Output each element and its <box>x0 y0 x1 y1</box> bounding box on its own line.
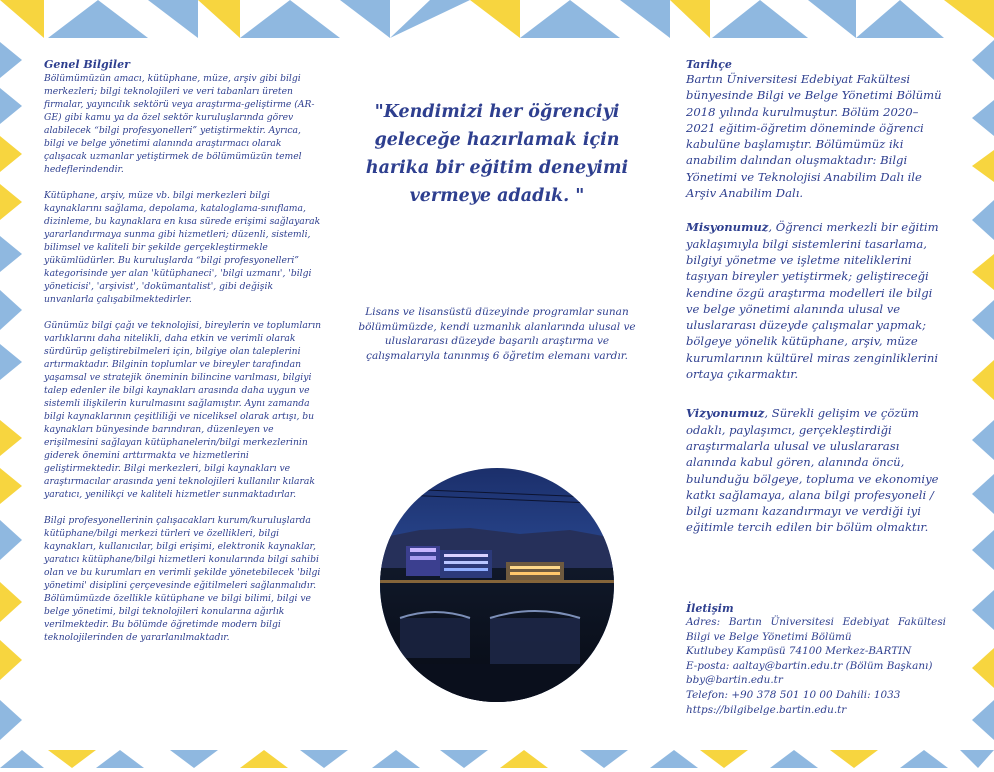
general-info-paragraph-1: Bölümümüzün amacı, kütüphane, müze, arşiv gibi bilgi merkezleri; bilgi teknolojileri ve veri tabanları üreten firmalar, yayıncılık sektörü veya araştırma-geliştirme (AR-GE) gibi kamu ya da özel sektör kuruluşlarında görev alabilecek “bilgi profesyonelleri” yetiştirmektir. Ayrıca, bilgi ve belge yönetimi alanında araştırmacı olarak çalışacak uzmanlar yetiştirmek de bölümümüzün temel hedeflerindendir. <box>44 73 315 175</box>
mission-statement <box>686 219 944 382</box>
contact-email-dept[interactable]: bby@bartin.edu.tr <box>686 674 783 687</box>
history-text: Bartın Üniversitesi Edebiyat Fakültesi bünyesinde Bilgi ve Belge Yönetimi Bölümü 2018 yılında kurulmuştur. Bölüm 2020–2021 eğitim-öğretim döneminde öğrenci kabulüne başlamıştır. Bölümümüz iki anabilim dalından oluşmaktadır: Bilgi Yönetimi ve Teknolojisi Anabilim Dalı ile Arşiv Anabilim Dalı. <box>686 72 942 201</box>
contact-email-head[interactable]: E-posta: aaltay@bartin.edu.tr (Bölüm Başkanı) <box>686 659 933 672</box>
top-triangle-border <box>0 0 994 38</box>
mission-text: , Öğrenci merkezli bir eğitim yaklaşımıyla bilgi sistemlerini tasarlama, bilgiyi yönetme ve işletme niteliklerini taşıyan bireyler yetiştirmek; geliştireceği kendine özgü araştırma modelleri ile bilgi ve belge yönetimi alanında ulusal ve uluslararası düzeyde çalışmalar yapmak; bölgeye yönelik kütüphane, arşiv, müze kurumlarının kültürel miras zenginliklerini ortaya çıkarmaktır. <box>686 220 939 382</box>
contact-campus: Kutlubey Kampüsü 74100 Merkez-BARTIN <box>686 645 912 658</box>
general-info-paragraph-2: Kütüphane, arşiv, müze vb. bilgi merkezleri bilgi kaynaklarını sağlama, depolama, kataloglama-sınıflama, dizinleme, bu kaynaklara en kısa sürede erişimi sağlayarak yararlandırmaya sunma gibi hizmetleri; düzenli, sistemli, bilimsel ve kaliteli bir şekilde gerçekleştirmekle yükümlüdürler. Bu kuruluşlarda “bilgi profesyonelleri” kategorisinde yer alan 'kütüphaneci', 'bilgi uzmanı', 'bilgi yöneticisi', 'arşivist', 'dokümantalist', gibi değişik unvanlarla çalışabilmektedirler. <box>44 190 321 305</box>
general-info-paragraph-4: Bilgi profesyonellerinin çalışacakları kurum/kuruluşlarda kütüphane/bilgi merkezi türleri ve özellikleri, bilgi kaynakları, kullanıcılar, bilgi erişimi, elektronik kaynaklar, yaratıcı kütüphane/bilgi hizmetleri konularında bilgi sahibi olan ve bu kurumları en verimli şekilde yönetebilecek 'bilgi yönetimi' disiplini çerçevesinde eğitilmeleri sağlanmalıdır. Bölümümüzde özellikle kütüphane ve bilgi bilimi, bilgi ve belge yönetimi, bilgi teknolojileri konularına ağırlık verilmektedir. Bu bölümde öğretimde modern bilgi teknolojilerinden de yararlanılmaktadır. <box>44 515 321 643</box>
staff-info-text: Lisans ve lisansüstü düzeyinde programlar sunan bölümümüzde, kendi uzmanlık alanlarında ulusal ve uluslararası düzeyde başarılı araştırma ve çalışmalarıyla tanınmış 6 öğretim elemanı vardır. <box>358 306 636 362</box>
left-triangle-border <box>0 0 24 772</box>
motto-quote: "Kendimizi her öğrenciyi geleceğe hazırlamak için harika bir eğitim deneyimi vermeye adadık. " <box>365 102 629 206</box>
vision-lead: Vizyonumuz <box>686 406 765 421</box>
contact-heading: İletişim <box>686 602 734 615</box>
right-column <box>686 58 944 536</box>
middle-column <box>340 98 654 363</box>
vision-text: , Sürekli gelişim ve çözüm odaklı, paylaşımcı, gerçekleştirdiği araştırmalarla ulusal ve uluslararası alanında kabul gören, alanında öncü, bulunduğu bölgeye, topluma ve ekonomiye katkı sağlamaya, alana bilgi profesyoneli / bilgi uzmanı kazandırmayı ve verdiği iyi eğitimle tercih edilen bir bölüm olmaktır. <box>686 406 939 535</box>
contact-address: Adres: Bartın Üniversitesi Edebiyat Fakültesi Bilgi ve Belge Yönetimi Bölümü <box>686 616 946 643</box>
vision-statement <box>686 405 944 535</box>
campus-night-photo <box>380 468 614 702</box>
bottom-triangle-border <box>0 750 994 768</box>
contact-website-link[interactable]: https://bilgibelge.bartin.edu.tr <box>686 703 847 716</box>
contact-block <box>686 602 946 717</box>
general-info-paragraph-3: Günümüz bilgi çağı ve teknolojisi, bireylerin ve toplumların varlıklarını daha nitelikli, daha etkin ve verimli olarak sürdürüp geliştirebilmeleri için, bilgiye olan taleplerini artırmaktadır. Bilginin toplumlar ve bireyler tarafından yaşamsal ve stratejik öneminin bilincine varılması, bilgiyi talep edenler ile bilgi kaynakları arasında daha uygun ve sistemli ilişkilerin kurulmasını sağlamıştır. Aynı zamanda bilgi kaynaklarının çeşitliliği ve niceliksel olarak artışı, bu kaynakları bünyesinde barındıran, düzenleyen ve erişilmesini sağlayan kütüphanelerin/bilgi merkezlerinin giderek önemini arttırmakta ve hizmetlerini geliştirmektedir. Bilgi merkezleri, bilgi kaynakları ve araştırmacılar arasında yeni teknolojileri kullanılır kılarak yaratıcı, yenilikçi ve kaliteli hizmetler sunmaktadırlar. <box>44 320 322 500</box>
contact-phone: Telefon: +90 378 501 10 00 Dahili: 1033 <box>686 688 901 701</box>
right-triangle-border <box>970 0 994 772</box>
history-heading: Tarihçe <box>686 58 732 71</box>
mission-lead: Misyonumuz <box>686 220 769 235</box>
general-info-heading: Genel Bilgiler <box>44 58 130 71</box>
left-column <box>44 58 324 657</box>
